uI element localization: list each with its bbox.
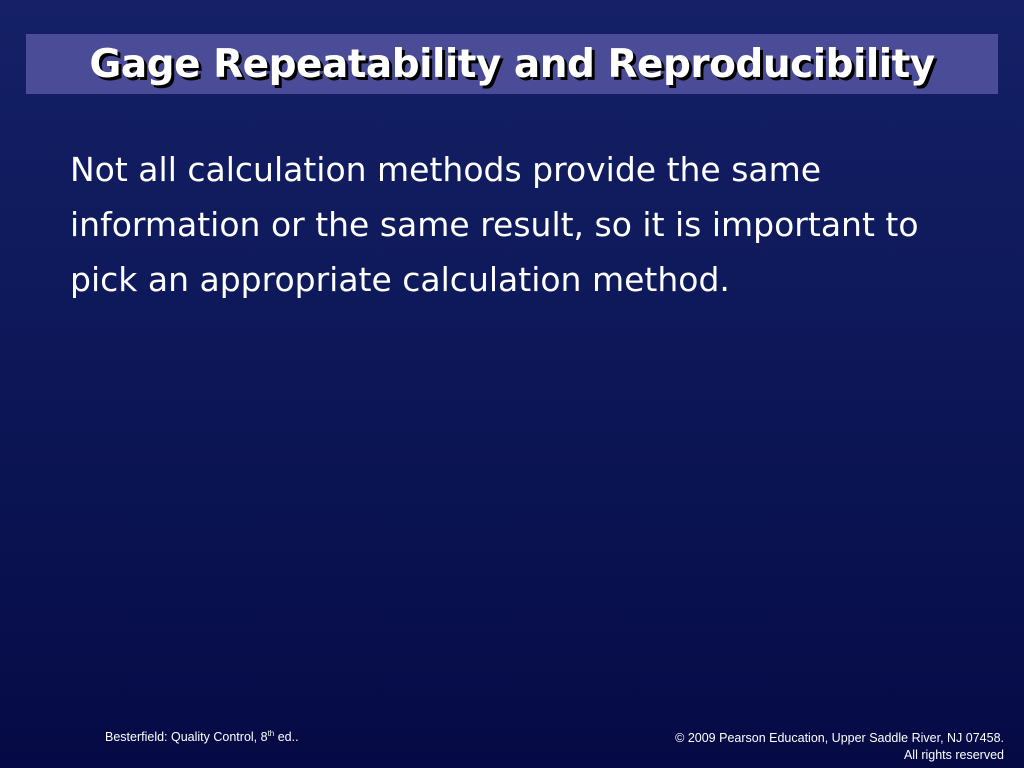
title-bar	[26, 34, 998, 94]
footer-copyright-line2: All rights reserved	[903, 748, 1004, 762]
slide-title: Gage Repeatability and Reproducibility	[89, 41, 935, 87]
footer-citation-text: Besterfield: Quality Control, 8	[105, 730, 268, 744]
footer-citation-suffix: ed..	[274, 730, 299, 744]
footer-citation-superscript: th	[267, 728, 275, 738]
footer-copyright	[675, 730, 1004, 764]
slide-body-text: Not all calculation methods provide the same information or the same result, so it is important to pick an appropriate calculation method.	[70, 150, 919, 299]
footer-copyright-line1: © 2009 Pearson Education, Upper Saddle River, NJ 07458.	[675, 731, 1004, 745]
footer-citation	[105, 730, 299, 744]
